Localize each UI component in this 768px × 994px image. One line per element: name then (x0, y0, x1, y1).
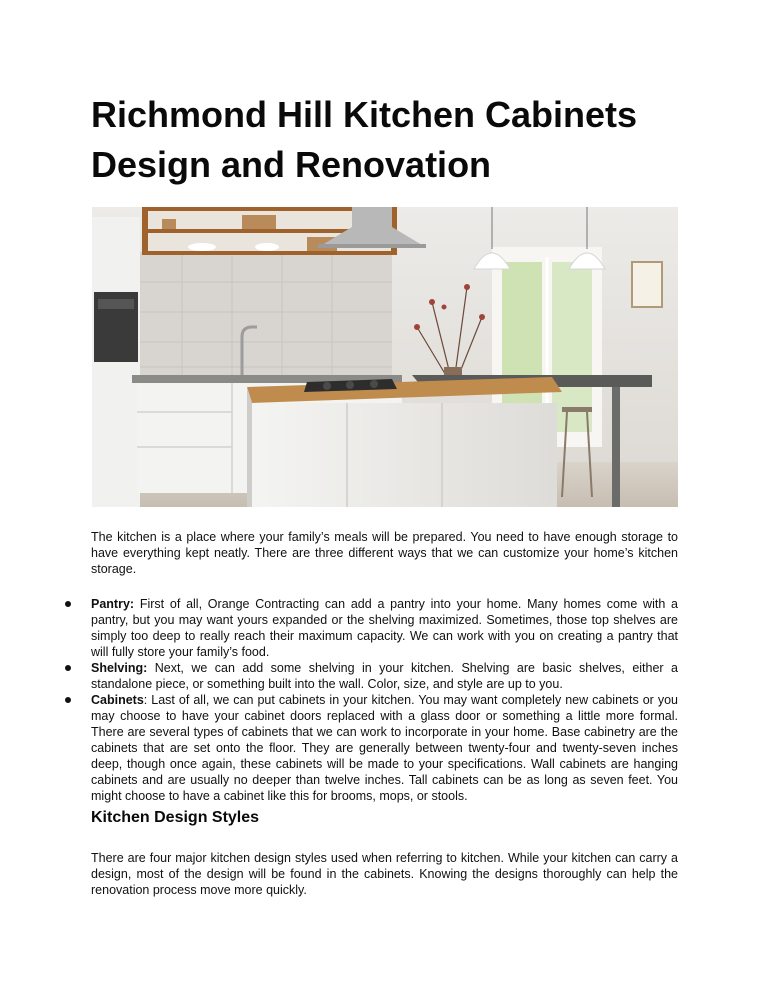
title-line-1: Richmond Hill Kitchen Cabinets (91, 94, 638, 135)
bullet-icon (65, 665, 71, 671)
title-line-2: Design and Renovation (91, 144, 492, 185)
kitchen-illustration (92, 207, 678, 507)
outro-paragraph: There are four major kitchen design styles used when referring to kitchen. While your kitchen can carry a design, most of the design will be found in the cabinets. Knowing the designs thoroughly can help the renovation process move more quickly. (91, 851, 678, 897)
bullet-term: Pantry: (91, 597, 135, 611)
bullet-text: First of all, Orange Contracting can add a pantry into your home. Many homes come with a pantry, but you may want yours expanded or the shelving maximized. Sometimes, those top shelves are simply too deep to really reach their maximum capacity. We can work with you on creating a pantry that will fully store your family’s food. (91, 597, 678, 659)
bullet-term: Cabinets (91, 693, 144, 707)
bullet-term: Shelving: (91, 661, 148, 675)
page-title (91, 90, 691, 190)
list-item (65, 692, 678, 804)
bullet-text: Next, we can add some shelving in your kitchen. Shelving are basic shelves, either a standalone piece, or something built into the wall. Color, size, and style are up to you. (91, 661, 678, 691)
storage-options-list (65, 596, 678, 804)
list-item (65, 660, 678, 692)
bullet-icon (65, 697, 71, 703)
bullet-icon (65, 601, 71, 607)
section-heading: Kitchen Design Styles (91, 809, 260, 826)
list-item (65, 596, 678, 660)
kitchen-photo (92, 207, 678, 507)
intro-paragraph: The kitchen is a place where your family’s meals will be prepared. You need to have enough storage to have everything kept neatly. There are three different ways that we can customize your home’s kitchen storage. (91, 530, 678, 576)
bullet-text: : Last of all, we can put cabinets in your kitchen. You may want completely new cabinets or you may choose to have your cabinet doors replaced with a glass door or something a little more formal. There are several types of cabinets that we can work to incorporate in your home. Base cabinetry are the cabinets that are set onto the floor. They are generally between twenty-four and twenty-seven inches deep, though once again, these cabinets will be made to your specifications. Wall cabinets are hanging cabinets and are usually no deeper than twelve inches. Tall cabinets can be as long as seven feet. You might choose to have a cabinet like this for brooms, mops, or stools. (91, 693, 678, 803)
